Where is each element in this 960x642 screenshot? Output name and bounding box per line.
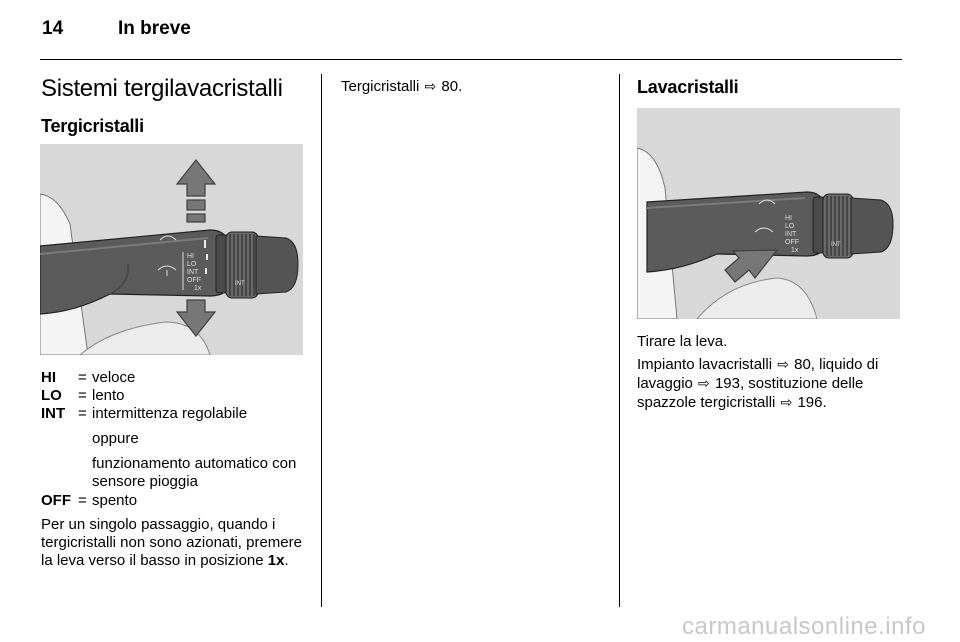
washer-references-paragraph bbox=[637, 355, 902, 412]
figure-label-off: OFF bbox=[785, 239, 799, 246]
definition-description: veloce bbox=[92, 369, 136, 386]
reference-page: 80. bbox=[437, 78, 463, 95]
figure-label-hi: HI bbox=[187, 253, 194, 260]
figure-label-int: INT bbox=[785, 231, 797, 238]
ref-text-c: 193, sostituzione delle spazzole tergicristalli bbox=[637, 375, 864, 411]
definition-description: spento bbox=[92, 492, 138, 509]
definition-term: INT bbox=[41, 405, 66, 422]
figure-label-off: OFF bbox=[187, 277, 201, 284]
definition-equals: = bbox=[78, 492, 87, 509]
definition-int-alt-rain-sensor: funzionamento automatico con sensore pioggia bbox=[92, 455, 297, 490]
section-heading: Sistemi tergilavacristalli bbox=[41, 75, 283, 102]
figure-label-1x: 1x bbox=[791, 247, 799, 254]
definition-equals: = bbox=[78, 387, 87, 404]
washer-lever-figure bbox=[637, 108, 900, 319]
definition-row-int bbox=[41, 405, 301, 423]
figure-label-int: INT bbox=[187, 269, 199, 276]
page-reference-arrow-icon: ⇨ bbox=[698, 375, 710, 391]
header-rule bbox=[40, 59, 902, 60]
subsection-heading-tergicristalli: Tergicristalli bbox=[41, 116, 144, 136]
definition-description: intermittenza regolabile bbox=[92, 405, 248, 422]
definition-term: HI bbox=[41, 369, 56, 386]
single-wipe-paragraph bbox=[41, 516, 303, 570]
definition-int-alt-or: oppure bbox=[92, 430, 139, 447]
figure-label-int-ring: INT bbox=[831, 242, 841, 248]
page-header bbox=[42, 18, 191, 40]
paragraph-end: . bbox=[284, 552, 289, 569]
definition-term: LO bbox=[41, 387, 62, 404]
figure-label-lo: LO bbox=[187, 261, 197, 268]
page-reference-arrow-icon: ⇨ bbox=[777, 356, 789, 372]
definition-description: lento bbox=[92, 387, 125, 404]
subsection-heading-lavacristalli: Lavacristalli bbox=[637, 77, 739, 97]
page-reference-arrow-icon: ⇨ bbox=[780, 394, 793, 410]
definition-term: OFF bbox=[41, 492, 71, 509]
figure-label-hi: HI bbox=[785, 215, 792, 222]
definition-row-hi bbox=[41, 369, 301, 387]
paragraph-text: Per un singolo passaggio, quando i tergicristalli non sono azionati, premere la leva verso il basso in posizione bbox=[41, 516, 302, 569]
definition-list bbox=[41, 369, 301, 510]
pull-lever-instruction: Tirare la leva. bbox=[637, 333, 728, 350]
figure-label-int-ring: INT bbox=[235, 281, 245, 287]
ref-text-d: 196. bbox=[793, 394, 827, 411]
definition-row-off bbox=[41, 492, 301, 510]
site-watermark: carmanualsonline.info bbox=[682, 613, 926, 640]
definition-equals: = bbox=[78, 405, 87, 422]
paragraph-bold-1x: 1x bbox=[267, 552, 285, 569]
ref-text-a: Impianto lavacristalli bbox=[637, 356, 777, 373]
column-divider-left bbox=[321, 74, 322, 607]
page-number: 14 bbox=[42, 18, 64, 39]
ref-text-b: 80, liquido di lavaggio bbox=[637, 356, 879, 392]
reference-text: Tergicristalli bbox=[341, 78, 420, 95]
definition-row-lo bbox=[41, 387, 301, 405]
washer-lever-illustration bbox=[637, 108, 900, 319]
section-title: In breve bbox=[118, 18, 191, 39]
arrow-up-icon bbox=[177, 160, 215, 222]
wiper-lever-illustration bbox=[40, 144, 303, 355]
column-divider-right bbox=[619, 74, 620, 607]
figure-label-1x: 1x bbox=[194, 285, 202, 292]
definition-equals: = bbox=[78, 369, 87, 386]
page-reference-arrow-icon: ⇨ bbox=[424, 78, 437, 94]
wiper-lever-figure bbox=[40, 144, 303, 355]
figure-label-lo: LO bbox=[785, 223, 795, 230]
tergicristalli-reference bbox=[341, 77, 611, 96]
